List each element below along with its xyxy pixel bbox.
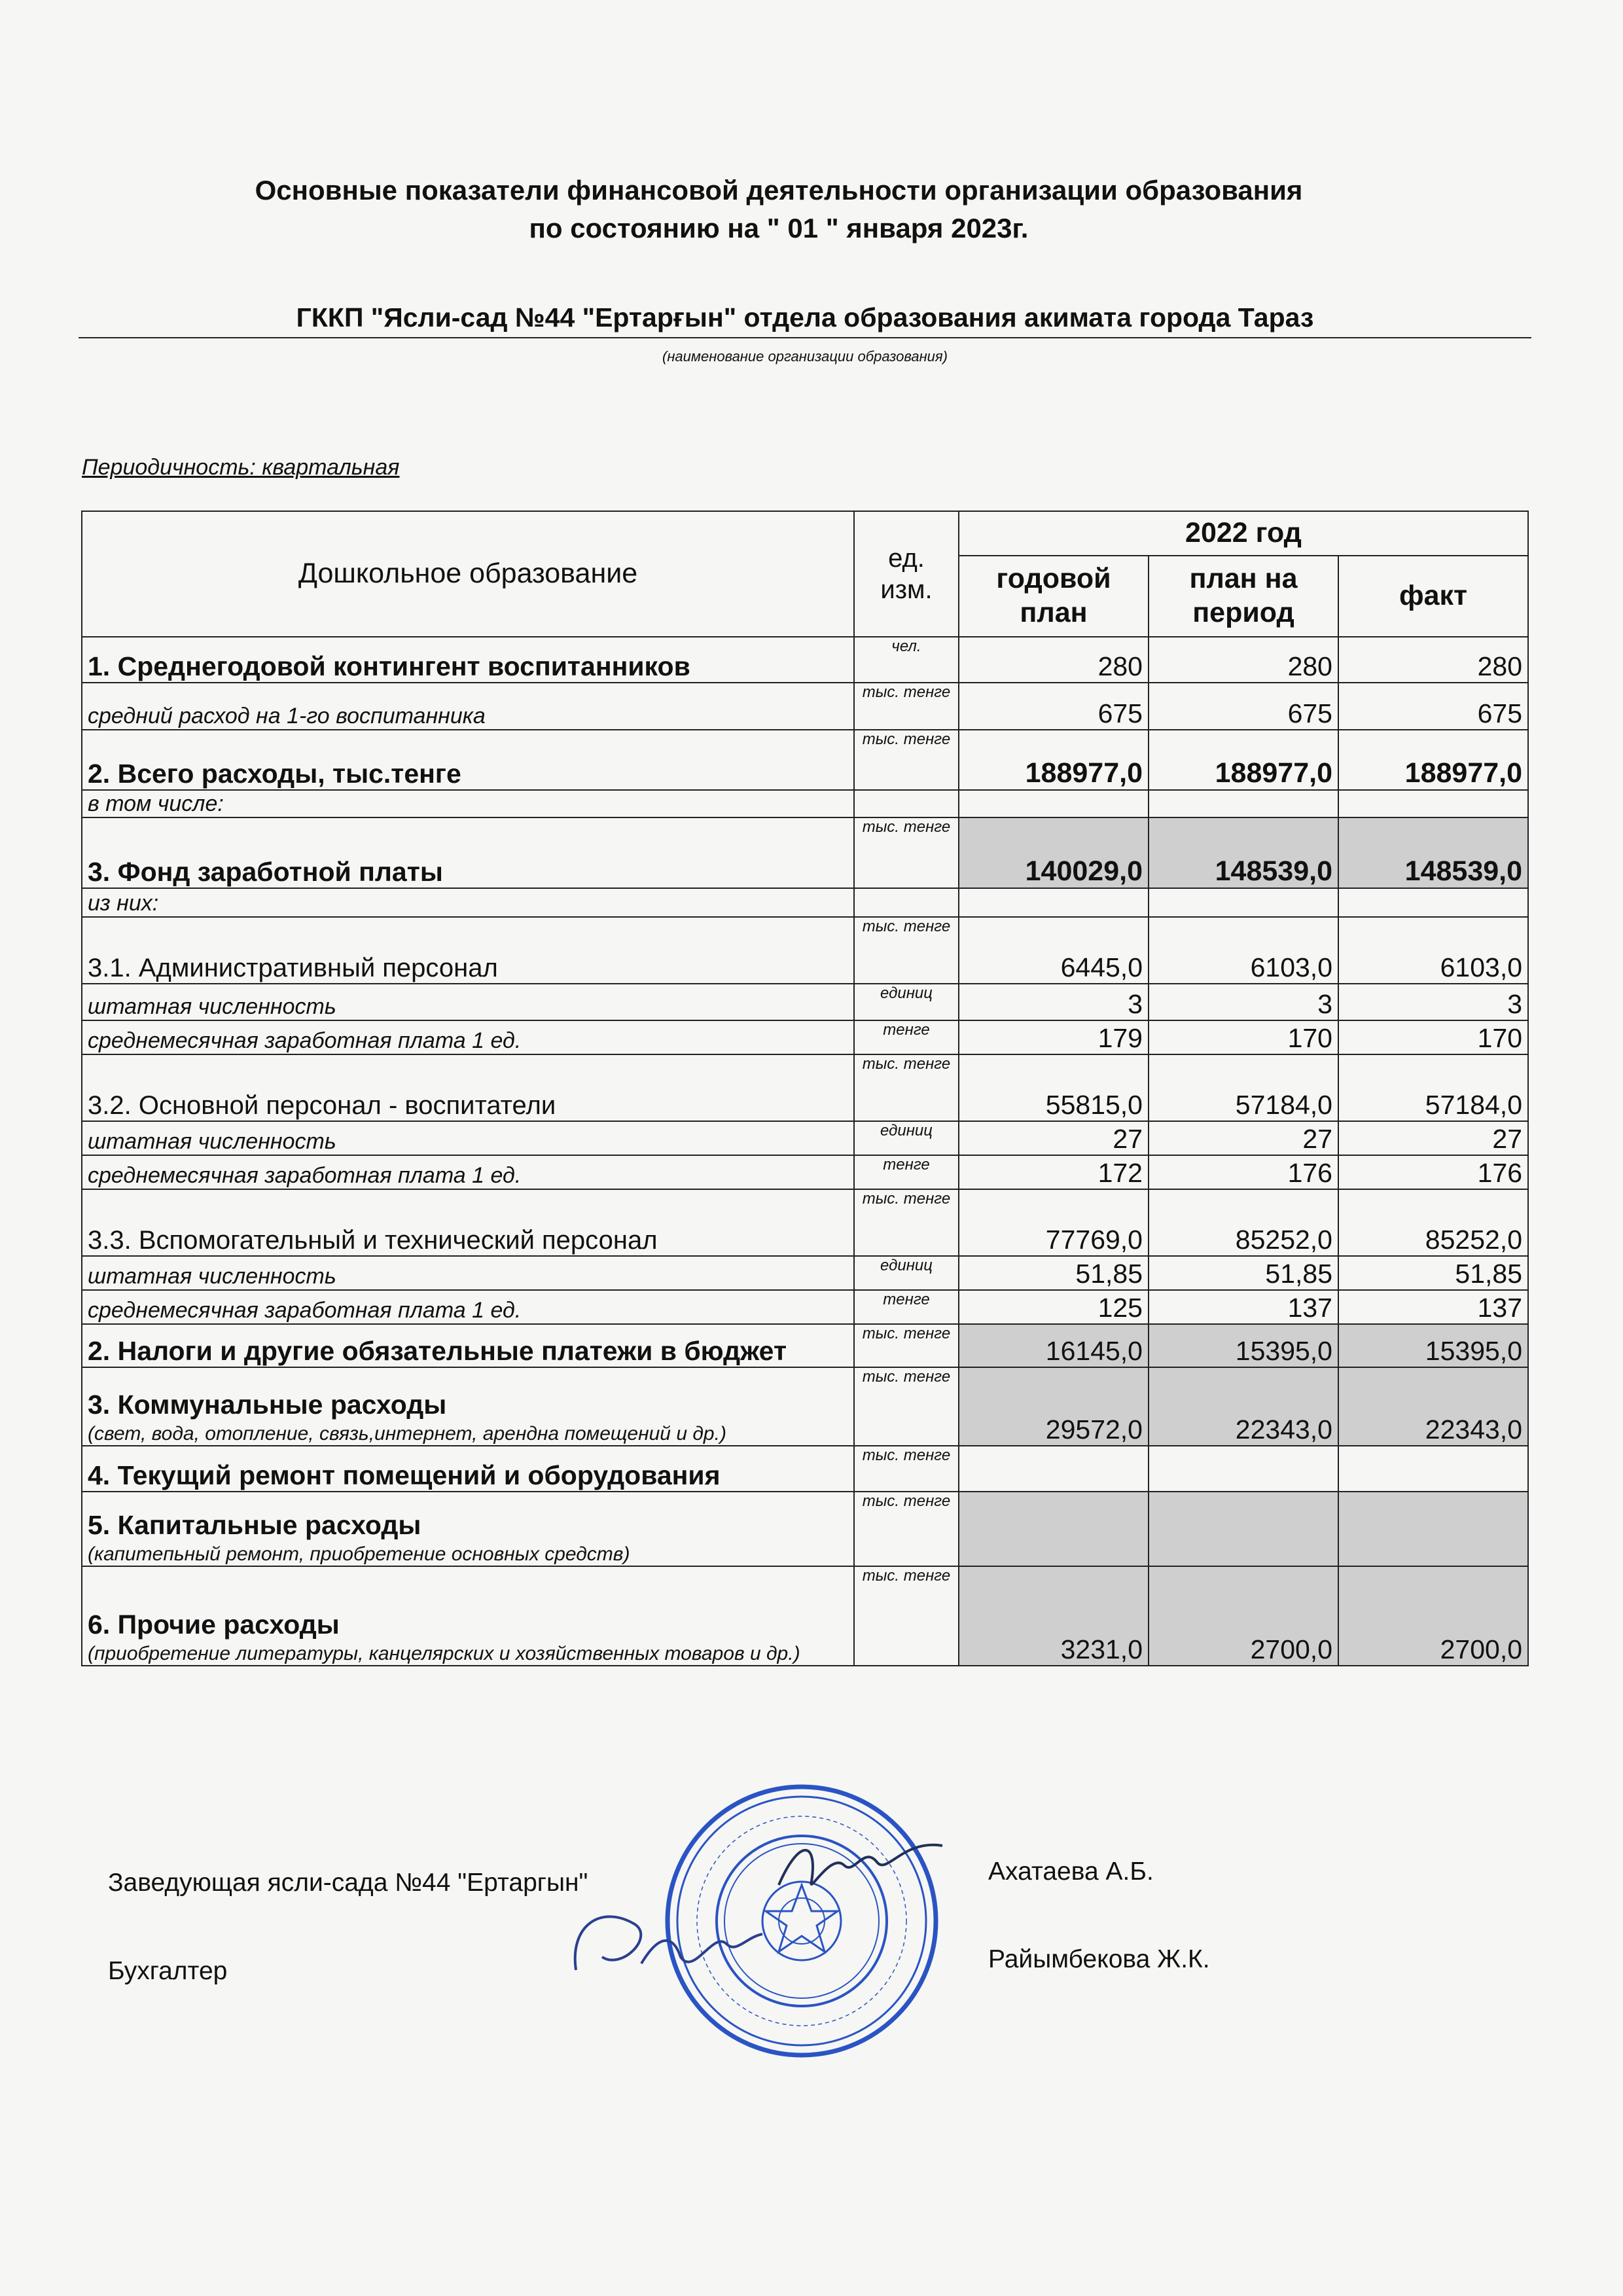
table-row: [82, 984, 1528, 1020]
row-note: (капитепьный ремонт, приобретение основных средств): [88, 1543, 630, 1565]
cell-period: 188977,0: [1149, 730, 1338, 790]
table-row: [82, 1324, 1528, 1367]
row-label-text: из них:: [88, 891, 159, 916]
row-unit: тыс. тенге: [854, 683, 959, 730]
cell-annual: [959, 1492, 1149, 1566]
row-unit: тыс. тенге: [854, 1566, 959, 1666]
table-row: [82, 1155, 1528, 1189]
row-label: [82, 1566, 854, 1666]
table-row: [82, 1566, 1528, 1666]
cell-annual: 140029,0: [959, 817, 1149, 888]
header-annual-plan: годовой план: [959, 556, 1149, 637]
cell-fact: 2700,0: [1338, 1566, 1528, 1666]
cell-fact: 22343,0: [1338, 1367, 1528, 1446]
row-label: [82, 1290, 854, 1324]
cell-annual: 77769,0: [959, 1189, 1149, 1256]
cell-fact: 3: [1338, 984, 1528, 1020]
cell-fact: [1338, 790, 1528, 817]
periodicity: Периодичность: квартальная: [82, 455, 400, 480]
cell-period: 6103,0: [1149, 917, 1338, 984]
row-label-text: штатная численность: [88, 994, 336, 1019]
table-row: [82, 1446, 1528, 1492]
row-unit: тенге: [854, 1155, 959, 1189]
cell-period: 675: [1149, 683, 1338, 730]
row-unit: тыс. тенге: [854, 1446, 959, 1492]
accountant-name: Райымбекова Ж.К.: [988, 1945, 1210, 1973]
cell-period: 3: [1149, 984, 1338, 1020]
cell-fact: 188977,0: [1338, 730, 1528, 790]
table-row: [82, 1367, 1528, 1446]
row-unit: тыс. тенге: [854, 730, 959, 790]
cell-annual: 16145,0: [959, 1324, 1149, 1367]
row-label-text: 3.3. Вспомогательный и технический персонал: [88, 1226, 658, 1255]
row-unit: тыс. тенге: [854, 1324, 959, 1367]
cell-fact: 57184,0: [1338, 1054, 1528, 1121]
cell-fact: 6103,0: [1338, 917, 1528, 984]
financial-table: [81, 511, 1529, 1666]
row-label-text: 2. Налоги и другие обязательные платежи в бюджет: [88, 1336, 787, 1366]
row-label-text: 3.1. Административный персонал: [88, 954, 498, 982]
row-unit: единиц: [854, 984, 959, 1020]
row-label: [82, 1121, 854, 1155]
row-label: [82, 1189, 854, 1256]
row-label: [82, 1155, 854, 1189]
table-row: [82, 888, 1528, 917]
table-row: [82, 1256, 1528, 1290]
cell-annual: 188977,0: [959, 730, 1149, 790]
cell-annual: 51,85: [959, 1256, 1149, 1290]
row-label: [82, 637, 854, 683]
cell-period: 176: [1149, 1155, 1338, 1189]
header-period-plan: план на период: [1149, 556, 1338, 637]
table-row: [82, 917, 1528, 984]
cell-period: 137: [1149, 1290, 1338, 1324]
cell-period: 15395,0: [1149, 1324, 1338, 1367]
table-row: [82, 730, 1528, 790]
row-label-text: среднемесячная заработная плата 1 ед.: [88, 1163, 522, 1188]
row-unit: тыс. тенге: [854, 1492, 959, 1566]
accountant-signature: [563, 1898, 772, 1996]
table-row: [82, 637, 1528, 683]
cell-annual: 3: [959, 984, 1149, 1020]
header-section: Дошкольное образование: [82, 511, 854, 637]
cell-annual: [959, 790, 1149, 817]
row-unit: тыс. тенге: [854, 1367, 959, 1446]
cell-fact: 280: [1338, 637, 1528, 683]
row-note: (приобретение литературы, канцелярских и хозяйственных товаров и др.): [88, 1643, 800, 1664]
cell-annual: 3231,0: [959, 1566, 1149, 1666]
row-label-text: 2. Всего расходы, тыс.тенге: [88, 759, 461, 789]
table-row: [82, 1492, 1528, 1566]
cell-fact: 170: [1338, 1020, 1528, 1054]
cell-period: 148539,0: [1149, 817, 1338, 888]
cell-annual: 179: [959, 1020, 1149, 1054]
table-row: [82, 683, 1528, 730]
cell-period: [1149, 1446, 1338, 1492]
row-label: [82, 1446, 854, 1492]
accountant-title: Бухгалтер: [108, 1957, 228, 1985]
cell-annual: 29572,0: [959, 1367, 1149, 1446]
row-label: [82, 817, 854, 888]
row-unit: тыс. тенге: [854, 1189, 959, 1256]
document-date: по состоянию на " 01 " января 2023г.: [529, 213, 1029, 243]
row-label-text: 6. Прочие расходы: [88, 1609, 340, 1640]
row-label: [82, 917, 854, 984]
row-label: [82, 1020, 854, 1054]
director-signature: [772, 1826, 955, 1905]
cell-annual: 55815,0: [959, 1054, 1149, 1121]
cell-period: 85252,0: [1149, 1189, 1338, 1256]
cell-annual: [959, 1446, 1149, 1492]
table-row: [82, 790, 1528, 817]
cell-annual: 280: [959, 637, 1149, 683]
row-label-text: 1. Среднегодовой контингент воспитанников: [88, 651, 690, 681]
table-row: [82, 817, 1528, 888]
cell-period: 27: [1149, 1121, 1338, 1155]
row-label-text: среднемесячная заработная плата 1 ед.: [88, 1298, 522, 1323]
cell-period: 57184,0: [1149, 1054, 1338, 1121]
row-label-text: в том числе:: [88, 791, 224, 816]
row-label: [82, 1256, 854, 1290]
cell-fact: [1338, 1492, 1528, 1566]
cell-annual: 675: [959, 683, 1149, 730]
cell-period: 51,85: [1149, 1256, 1338, 1290]
cell-fact: 675: [1338, 683, 1528, 730]
row-label-text: 5. Капитальные расходы: [88, 1510, 421, 1540]
row-label: [82, 984, 854, 1020]
row-label-text: штатная численность: [88, 1129, 336, 1154]
row-unit: [854, 790, 959, 817]
row-label: [82, 790, 854, 817]
cell-period: 2700,0: [1149, 1566, 1338, 1666]
row-label: [82, 1492, 854, 1566]
cell-annual: 27: [959, 1121, 1149, 1155]
table-row: [82, 1121, 1528, 1155]
cell-fact: [1338, 1446, 1528, 1492]
row-unit: единиц: [854, 1256, 959, 1290]
cell-fact: 137: [1338, 1290, 1528, 1324]
cell-fact: 27: [1338, 1121, 1528, 1155]
organization-name: ГККП "Ясли-сад №44 "Ертарғын" отдела образования акимата города Тараз: [79, 302, 1531, 338]
document-title: Основные показатели финансовой деятельности организации образования: [255, 175, 1303, 206]
row-label-text: 4. Текущий ремонт помещений и оборудования: [88, 1460, 721, 1490]
row-label: [82, 730, 854, 790]
cell-period: [1149, 888, 1338, 917]
row-note: (свет, вода, отопление, связь,интернет, арендна помещений и др.): [88, 1423, 726, 1444]
cell-period: 170: [1149, 1020, 1338, 1054]
cell-fact: 85252,0: [1338, 1189, 1528, 1256]
cell-period: 280: [1149, 637, 1338, 683]
row-unit: тыс. тенге: [854, 817, 959, 888]
cell-period: 22343,0: [1149, 1367, 1338, 1446]
header-unit: ед. изм.: [854, 511, 959, 637]
row-label-text: 3. Коммунальные расходы: [88, 1390, 447, 1420]
row-label: [82, 888, 854, 917]
cell-annual: 125: [959, 1290, 1149, 1324]
table-row: [82, 1054, 1528, 1121]
cell-period: [1149, 790, 1338, 817]
table-row: [82, 1290, 1528, 1324]
cell-annual: 172: [959, 1155, 1149, 1189]
row-unit: тыс. тенге: [854, 917, 959, 984]
row-label-text: 3. Фонд заработной платы: [88, 857, 443, 887]
cell-fact: 176: [1338, 1155, 1528, 1189]
row-unit: тыс. тенге: [854, 1054, 959, 1121]
row-label-text: 3.2. Основной персонал - воспитатели: [88, 1091, 556, 1120]
table-row: [82, 1189, 1528, 1256]
director-name: Ахатаева А.Б.: [988, 1857, 1154, 1886]
header-fact: факт: [1338, 556, 1528, 637]
row-unit: тенге: [854, 1020, 959, 1054]
row-unit: единиц: [854, 1121, 959, 1155]
row-unit: чел.: [854, 637, 959, 683]
cell-fact: 51,85: [1338, 1256, 1528, 1290]
row-label: [82, 1367, 854, 1446]
header-year: 2022 год: [959, 511, 1528, 556]
director-title: Заведующая ясли-сада №44 "Ертаргын": [108, 1869, 588, 1897]
row-label-text: средний расход на 1-го воспитанника: [88, 704, 486, 728]
organization-caption: (наименование организации образования): [662, 348, 948, 365]
row-label: [82, 683, 854, 730]
row-unit: [854, 888, 959, 917]
cell-fact: 15395,0: [1338, 1324, 1528, 1367]
cell-fact: [1338, 888, 1528, 917]
table-row: [82, 1020, 1528, 1054]
cell-period: [1149, 1492, 1338, 1566]
row-unit: тенге: [854, 1290, 959, 1324]
cell-annual: 6445,0: [959, 917, 1149, 984]
cell-annual: [959, 888, 1149, 917]
row-label-text: штатная численность: [88, 1264, 336, 1289]
row-label: [82, 1324, 854, 1367]
row-label: [82, 1054, 854, 1121]
row-label-text: среднемесячная заработная плата 1 ед.: [88, 1028, 522, 1053]
cell-fact: 148539,0: [1338, 817, 1528, 888]
